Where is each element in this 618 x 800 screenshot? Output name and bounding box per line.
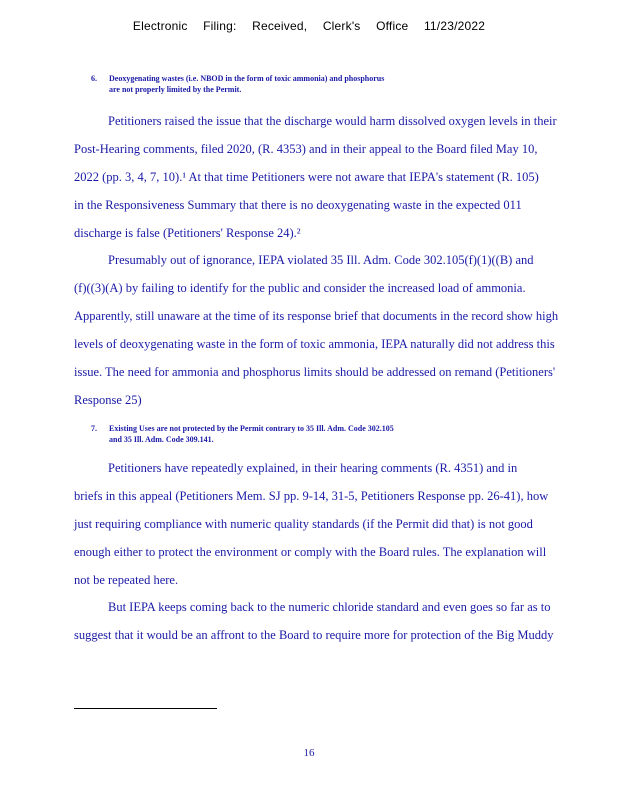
heading-number: 6. [91, 74, 97, 83]
text-line: But IEPA keeps coming back to the numeric chloride standard and even goes so far as to [108, 600, 551, 614]
text-line: Petitioners have repeatedly explained, in their hearing comments (R. 4351) and in [108, 461, 518, 475]
text-line: levels of deoxygenating waste in the form of toxic ammonia, IEPA naturally did not address this [74, 337, 555, 351]
text-line: Presumably out of ignorance, IEPA violated 35 Ill. Adm. Code 302.105(f)(1)((B) and [108, 253, 534, 267]
text-line: discharge is false (Petitioners' Response 24).² [74, 226, 301, 240]
text-line: issue. The need for ammonia and phosphorus limits should be addressed on remand (Petitioners' [74, 365, 556, 379]
text-line: in the Responsiveness Summary that there is no deoxygenating waste in the expected 011 [74, 198, 522, 212]
heading-line: Existing Uses are not protected by the Permit contrary to 35 Ill. Adm. Code 302.105 [109, 424, 394, 433]
page-number: 16 [303, 747, 315, 759]
heading-line: and 35 Ill. Adm. Code 309.141. [109, 435, 214, 444]
text-line: briefs in this appeal (Petitioners Mem. SJ pp. 9-14, 31-5, Petitioners Response pp. 26-41), how [74, 489, 549, 503]
text-line: Petitioners raised the issue that the discharge would harm dissolved oxygen levels in their [108, 114, 557, 128]
header-word: Filing: [203, 19, 237, 33]
text-line: 2022 (pp. 3, 4, 7, 10).¹ At that time Petitioners were not aware that IEPA's statement (R. 105) [74, 170, 539, 184]
header-word: Office [376, 19, 409, 33]
header-word: Received, [252, 19, 308, 33]
text-line: suggest that it would be an affront to the Board to require more for protection of the Big Muddy [74, 628, 554, 642]
header-word: Clerk's [322, 19, 361, 33]
header-word: Electronic [132, 19, 188, 33]
footnote-divider [74, 708, 217, 709]
heading-number: 7. [91, 424, 97, 433]
text-line: enough either to protect the environment or comply with the Board rules. The explanation will [74, 545, 547, 559]
text-line: Apparently, still unaware at the time of its response brief that documents in the record show high [74, 309, 559, 323]
section-heading-7 [91, 423, 531, 445]
text-line: (f)((3)(A) by failing to identify for the public and consider the increased load of ammonia. [74, 281, 526, 295]
heading-line: are not properly limited by the Permit. [109, 85, 242, 94]
text-line: not be repeated here. [74, 573, 179, 587]
filing-stamp-header [0, 19, 618, 33]
header-date: 11/23/2022 [423, 19, 486, 33]
heading-line: Deoxygenating wastes (i.e. NBOD in the form of toxic ammonia) and phosphorus [109, 74, 385, 83]
text-line: Post-Hearing comments, filed 2020, (R. 4353) and in their appeal to the Board filed May 10, [74, 142, 538, 156]
text-line: Response 25) [74, 393, 142, 407]
text-line: just requiring compliance with numeric quality standards (if the Permit did that) is not good [74, 517, 533, 531]
section-heading-6 [91, 73, 531, 95]
